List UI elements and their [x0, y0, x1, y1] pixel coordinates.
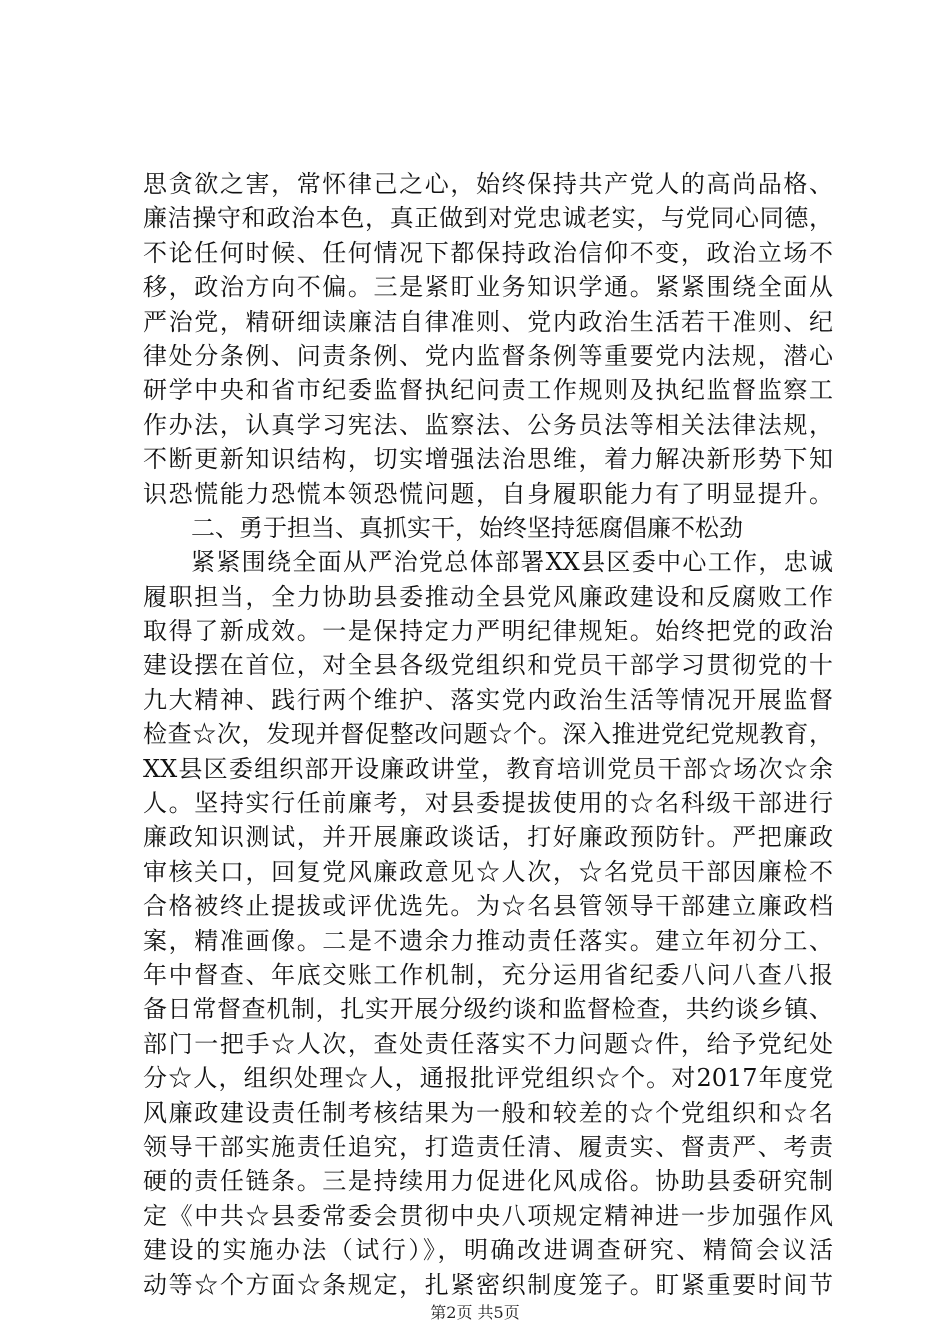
text-line: 硬的责任链条。三是持续用力促进化风成俗。协助县委研究制	[143, 1167, 833, 1196]
text-line: 履职担当，全力协助县委推动全县党风廉政建设和反腐败工作	[143, 582, 833, 611]
text-line: 检查☆次，发现并督促整改问题☆个。深入推进党纪党规教育，	[143, 720, 833, 749]
text-line: 定《中共☆县委常委会贯彻中央八项规定精神进一步加强作风	[143, 1201, 833, 1230]
text-line: 廉洁操守和政治本色，真正做到对党忠诚老实，与党同心同德，	[143, 204, 833, 233]
document-body	[143, 167, 833, 1302]
section-heading: 二、勇于担当、真抓实干，始终坚持惩腐倡廉不松劲	[191, 513, 743, 542]
text-line: 取得了新成效。一是保持定力严明纪律规矩。始终把党的政治	[143, 617, 833, 646]
text-line: 研学中央和省市纪委监督执纪问责工作规则及执纪监督监察工	[143, 376, 833, 405]
text-line: 年中督查、年底交账工作机制，充分运用省纪委八问八查八报	[143, 960, 833, 989]
text-line: 分☆人，组织处理☆人，通报批评党组织☆个。对2017年度党	[143, 1064, 833, 1093]
text-line: XX县区委组织部开设廉政讲堂，教育培训党员干部☆场次☆余	[143, 754, 833, 783]
text-line: 人。坚持实行任前廉考，对县委提拔使用的☆名科级干部进行	[143, 789, 833, 818]
text-line: 合格被终止提拔或评优选先。为☆名县管领导干部建立廉政档	[143, 892, 833, 921]
text-line: 案，精准画像。二是不遗余力推动责任落实。建立年初分工、	[143, 926, 833, 955]
text-line: 审核关口，回复党风廉政意见☆人次，☆名党员干部因廉检不	[143, 857, 833, 886]
text-line: 思贪欲之害，常怀律己之心，始终保持共产党人的高尚品格、	[143, 170, 833, 198]
text-line: 建设摆在首位，对全县各级党组织和党员干部学习贯彻党的十	[143, 651, 833, 680]
text-line: 九大精神、践行两个维护、落实党内政治生活等情况开展监督	[143, 685, 833, 714]
text-line: 律处分条例、问责条例、党内监督条例等重要党内法规，潜心	[143, 341, 833, 370]
page-number-footer: 第2页 共5页	[430, 1303, 520, 1322]
text-line: 不论任何时候、任何情况下都保持政治信仰不变，政治立场不	[143, 238, 833, 267]
text-line: 识恐慌能力恐慌本领恐慌问题，自身履职能力有了明显提升。	[143, 479, 833, 508]
text-line: 领导干部实施责任追究，打造责任清、履责实、督责严、考责	[143, 1132, 833, 1161]
text-line: 建设的实施办法（试行）》，明确改进调查研究、精简会议活	[143, 1236, 833, 1265]
text-line: 紧紧围绕全面从严治党总体部署XX县区委中心工作，忠诚	[191, 548, 833, 577]
text-line: 风廉政建设责任制考核结果为一般和较差的☆个党组织和☆名	[143, 1098, 833, 1127]
text-line: 动等☆个方面☆条规定，扎紧密织制度笼子。盯紧重要时间节	[143, 1270, 833, 1299]
text-line: 作办法，认真学习宪法、监察法、公务员法等相关法律法规，	[143, 410, 833, 439]
text-line: 不断更新知识结构，切实增强法治思维，着力解决新形势下知	[143, 445, 833, 474]
text-line: 部门一把手☆人次，查处责任落实不力问题☆件，给予党纪处	[143, 1029, 833, 1058]
text-line: 移，政治方向不偏。三是紧盯业务知识学通。紧紧围绕全面从	[143, 273, 833, 302]
text-line: 备日常督查机制，扎实开展分级约谈和监督检查，共约谈乡镇、	[143, 995, 833, 1024]
text-line: 严治党，精研细读廉洁自律准则、党内政治生活若干准则、纪	[143, 307, 833, 336]
text-line: 廉政知识测试，并开展廉政谈话，打好廉政预防针。严把廉政	[143, 823, 833, 852]
